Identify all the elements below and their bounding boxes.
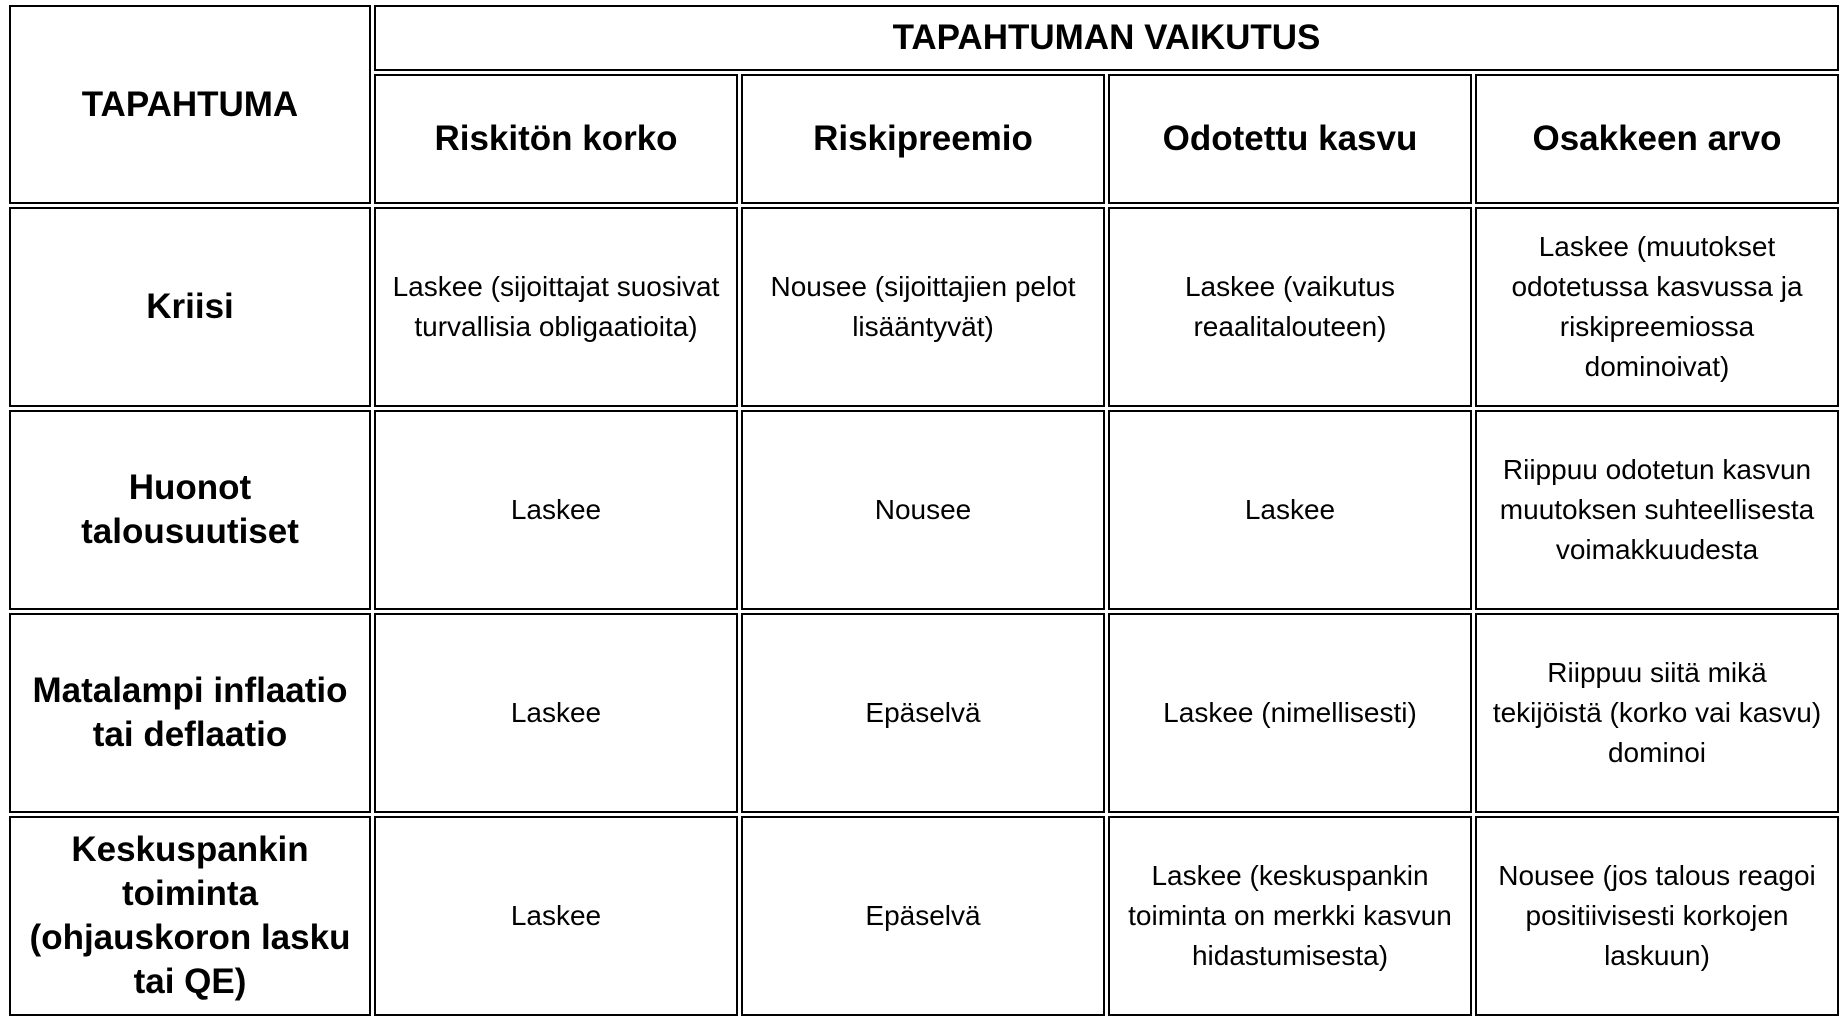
column-header-risk-free-rate: Riskitön korko [374, 74, 738, 204]
column-header-expected-growth: Odotettu kasvu [1108, 74, 1472, 204]
table-cell: Nousee (sijoittajien pelot lisääntyvät) [741, 207, 1105, 407]
impact-group-header: TAPAHTUMAN VAIKUTUS [374, 5, 1839, 71]
table-cell: Laskee (vaikutus reaalitalouteen) [1108, 207, 1472, 407]
table-row [9, 816, 1839, 1016]
table-cell: Laskee (keskuspankin toiminta on merkki kasvun hidastumisesta) [1108, 816, 1472, 1016]
column-header-stock-value: Osakkeen arvo [1475, 74, 1839, 204]
row-header-event: Huonot talousuutiset [9, 410, 371, 610]
table-cell: Laskee [374, 410, 738, 610]
table-cell: Laskee [374, 816, 738, 1016]
table-cell: Riippuu siitä mikä tekijöistä (korko vai kasvu) dominoi [1475, 613, 1839, 813]
event-column-header: TAPAHTUMA [9, 5, 371, 204]
table-row [9, 613, 1839, 813]
table-row [9, 410, 1839, 610]
table-cell: Laskee (nimellisesti) [1108, 613, 1472, 813]
table-cell: Riippuu odotetun kasvun muutoksen suhteellisesta voimakkuudesta [1475, 410, 1839, 610]
row-header-event: Matalampi inflaatio tai deflaatio [9, 613, 371, 813]
table-cell: Nousee [741, 410, 1105, 610]
row-header-event: Kriisi [9, 207, 371, 407]
table-row [9, 207, 1839, 407]
impact-table-container [6, 2, 1842, 1019]
table-cell: Epäselvä [741, 613, 1105, 813]
table-cell: Laskee [1108, 410, 1472, 610]
table-cell: Laskee (sijoittajat suosivat turvallisia obligaatioita) [374, 207, 738, 407]
column-header-risk-premium: Riskipreemio [741, 74, 1105, 204]
row-header-event: Keskuspankin toiminta (ohjauskoron lasku tai QE) [9, 816, 371, 1016]
table-cell: Epäselvä [741, 816, 1105, 1016]
event-impact-table [6, 2, 1842, 1019]
table-cell: Laskee (muutokset odotetussa kasvussa ja riskipreemiossa dominoivat) [1475, 207, 1839, 407]
table-cell: Laskee [374, 613, 738, 813]
table-cell: Nousee (jos talous reagoi positiivisesti korkojen laskuun) [1475, 816, 1839, 1016]
